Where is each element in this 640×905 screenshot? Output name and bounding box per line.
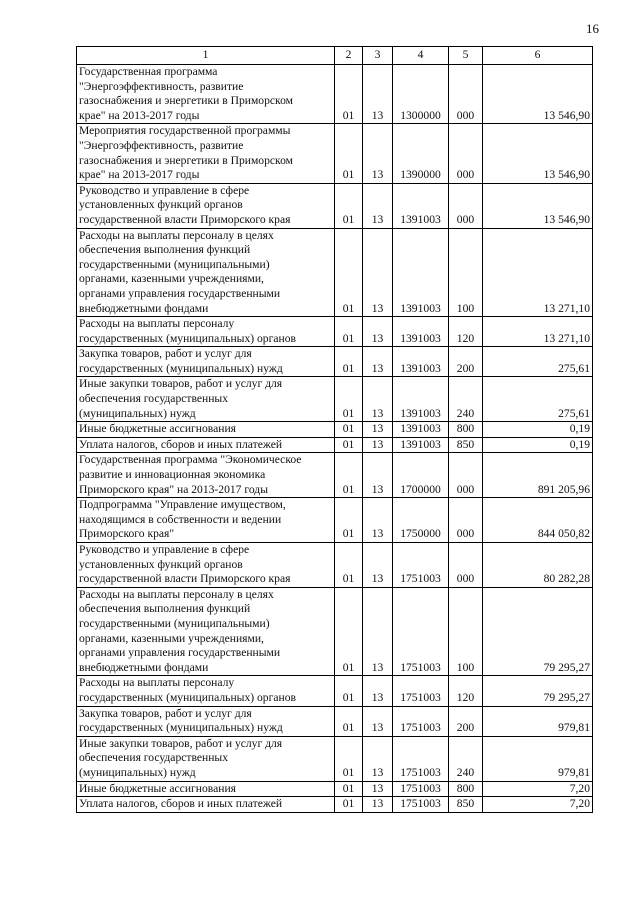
table-row xyxy=(77,543,593,588)
cell-c4: 1751003 xyxy=(393,797,449,813)
cell-c3: 13 xyxy=(363,706,393,736)
cell-c5: 800 xyxy=(449,422,483,438)
cell-c4: 1391003 xyxy=(393,422,449,438)
table-row xyxy=(77,706,593,736)
cell-c3: 13 xyxy=(363,347,393,377)
table-row xyxy=(77,498,593,543)
cell-c2: 01 xyxy=(335,377,363,422)
cell-c2: 01 xyxy=(335,676,363,706)
cell-c6: 79 295,27 xyxy=(483,587,593,676)
cell-c5: 000 xyxy=(449,453,483,498)
cell-name: Расходы на выплаты персоналу в целях обеспечения выполнения функций государственными (муниципальными) органами, казенными учреждениями, органами управления государственными внебюджетными фондами xyxy=(77,228,335,317)
cell-c2: 01 xyxy=(335,437,363,453)
table-row xyxy=(77,453,593,498)
cell-name: Расходы на выплаты персоналу государственных (муниципальных) органов xyxy=(77,676,335,706)
header-col-1: 1 xyxy=(77,47,335,65)
cell-c6: 844 050,82 xyxy=(483,498,593,543)
cell-name: Иные закупки товаров, работ и услуг для обеспечения государственных (муниципальных) нужд xyxy=(77,377,335,422)
cell-name: Государственная программа "Экономическое развитие и инновационная экономика Приморского края" на 2013-2017 годы xyxy=(77,453,335,498)
cell-name: Руководство и управление в сфере установленных функций органов государственной власти Приморского края xyxy=(77,183,335,228)
table-row xyxy=(77,317,593,347)
cell-c6: 13 546,90 xyxy=(483,183,593,228)
cell-c4: 1391003 xyxy=(393,183,449,228)
cell-c2: 01 xyxy=(335,422,363,438)
header-col-2: 2 xyxy=(335,47,363,65)
cell-c5: 200 xyxy=(449,706,483,736)
cell-c4: 1391003 xyxy=(393,317,449,347)
cell-c3: 13 xyxy=(363,377,393,422)
cell-c2: 01 xyxy=(335,453,363,498)
cell-c5: 850 xyxy=(449,797,483,813)
cell-name: Государственная программа "Энергоэффективность, развитие газоснабжения и энергетики в Приморском крае" на 2013-2017 годы xyxy=(77,65,335,124)
cell-c6: 979,81 xyxy=(483,736,593,781)
cell-c4: 1751003 xyxy=(393,587,449,676)
cell-c5: 240 xyxy=(449,736,483,781)
cell-c5: 240 xyxy=(449,377,483,422)
cell-name: Иные бюджетные ассигнования xyxy=(77,422,335,438)
cell-c4: 1391003 xyxy=(393,377,449,422)
cell-c3: 13 xyxy=(363,65,393,124)
cell-c2: 01 xyxy=(335,228,363,317)
cell-c4: 1300000 xyxy=(393,65,449,124)
cell-c4: 1390000 xyxy=(393,124,449,183)
cell-c6: 79 295,27 xyxy=(483,676,593,706)
cell-c2: 01 xyxy=(335,124,363,183)
cell-c5: 850 xyxy=(449,437,483,453)
table-row xyxy=(77,736,593,781)
cell-c6: 0,19 xyxy=(483,437,593,453)
table-row xyxy=(77,781,593,797)
table-row xyxy=(77,437,593,453)
table-row xyxy=(77,347,593,377)
cell-c3: 13 xyxy=(363,124,393,183)
header-col-6: 6 xyxy=(483,47,593,65)
cell-c5: 100 xyxy=(449,587,483,676)
cell-c6: 7,20 xyxy=(483,781,593,797)
cell-c3: 13 xyxy=(363,781,393,797)
cell-c2: 01 xyxy=(335,706,363,736)
cell-c5: 000 xyxy=(449,498,483,543)
cell-c5: 120 xyxy=(449,676,483,706)
cell-c6: 275,61 xyxy=(483,347,593,377)
cell-c2: 01 xyxy=(335,183,363,228)
cell-name: Расходы на выплаты персоналу государственных (муниципальных) органов xyxy=(77,317,335,347)
cell-c2: 01 xyxy=(335,797,363,813)
cell-c5: 000 xyxy=(449,183,483,228)
table-row xyxy=(77,676,593,706)
cell-c2: 01 xyxy=(335,587,363,676)
cell-c6: 891 205,96 xyxy=(483,453,593,498)
cell-c3: 13 xyxy=(363,736,393,781)
table-row xyxy=(77,797,593,813)
cell-c6: 979,81 xyxy=(483,706,593,736)
cell-c6: 0,19 xyxy=(483,422,593,438)
cell-c6: 7,20 xyxy=(483,797,593,813)
cell-c5: 200 xyxy=(449,347,483,377)
cell-c3: 13 xyxy=(363,228,393,317)
cell-name: Закупка товаров, работ и услуг для государственных (муниципальных) нужд xyxy=(77,347,335,377)
header-col-5: 5 xyxy=(449,47,483,65)
cell-c4: 1751003 xyxy=(393,736,449,781)
cell-name: Закупка товаров, работ и услуг для государственных (муниципальных) нужд xyxy=(77,706,335,736)
cell-c4: 1751003 xyxy=(393,781,449,797)
budget-table xyxy=(76,46,593,813)
table-row xyxy=(77,183,593,228)
cell-c2: 01 xyxy=(335,317,363,347)
cell-c4: 1751003 xyxy=(393,543,449,588)
cell-name: Иные бюджетные ассигнования xyxy=(77,781,335,797)
cell-c4: 1391003 xyxy=(393,347,449,377)
cell-c6: 13 271,10 xyxy=(483,317,593,347)
cell-c4: 1391003 xyxy=(393,228,449,317)
cell-name: Иные закупки товаров, работ и услуг для обеспечения государственных (муниципальных) нужд xyxy=(77,736,335,781)
cell-c3: 13 xyxy=(363,317,393,347)
cell-c6: 80 282,28 xyxy=(483,543,593,588)
cell-c5: 000 xyxy=(449,65,483,124)
table-row xyxy=(77,65,593,124)
page-number: 16 xyxy=(586,21,599,36)
cell-name: Уплата налогов, сборов и иных платежей xyxy=(77,797,335,813)
cell-c2: 01 xyxy=(335,498,363,543)
cell-c4: 1750000 xyxy=(393,498,449,543)
cell-c6: 13 546,90 xyxy=(483,124,593,183)
table-row xyxy=(77,422,593,438)
cell-c5: 100 xyxy=(449,228,483,317)
cell-c2: 01 xyxy=(335,543,363,588)
cell-c3: 13 xyxy=(363,797,393,813)
table-row xyxy=(77,377,593,422)
table-row xyxy=(77,228,593,317)
cell-c4: 1751003 xyxy=(393,706,449,736)
cell-c2: 01 xyxy=(335,781,363,797)
cell-c5: 120 xyxy=(449,317,483,347)
cell-c4: 1391003 xyxy=(393,437,449,453)
cell-name: Подпрограмма "Управление имуществом, находящимся в собственности и ведении Приморского края" xyxy=(77,498,335,543)
cell-c6: 275,61 xyxy=(483,377,593,422)
cell-c6: 13 546,90 xyxy=(483,65,593,124)
cell-c4: 1700000 xyxy=(393,453,449,498)
cell-c3: 13 xyxy=(363,676,393,706)
cell-c5: 000 xyxy=(449,543,483,588)
cell-c5: 000 xyxy=(449,124,483,183)
header-col-3: 3 xyxy=(363,47,393,65)
cell-c2: 01 xyxy=(335,736,363,781)
cell-c3: 13 xyxy=(363,498,393,543)
cell-name: Руководство и управление в сфере установленных функций органов государственной власти Приморского края xyxy=(77,543,335,588)
cell-name: Уплата налогов, сборов и иных платежей xyxy=(77,437,335,453)
table-row xyxy=(77,124,593,183)
header-row xyxy=(77,47,593,65)
cell-c5: 800 xyxy=(449,781,483,797)
cell-c3: 13 xyxy=(363,587,393,676)
cell-c2: 01 xyxy=(335,347,363,377)
cell-c6: 13 271,10 xyxy=(483,228,593,317)
cell-name: Мероприятия государственной программы "Энергоэффективность, развитие газоснабжения и энергетики в Приморском крае" на 2013-2017 годы xyxy=(77,124,335,183)
cell-c2: 01 xyxy=(335,65,363,124)
cell-c3: 13 xyxy=(363,422,393,438)
cell-c4: 1751003 xyxy=(393,676,449,706)
cell-c3: 13 xyxy=(363,543,393,588)
cell-c3: 13 xyxy=(363,183,393,228)
header-col-4: 4 xyxy=(393,47,449,65)
table-row xyxy=(77,587,593,676)
cell-name: Расходы на выплаты персоналу в целях обеспечения выполнения функций государственными (муниципальными) органами, казенными учреждениями, органами управления государственными внебюджетными фондами xyxy=(77,587,335,676)
cell-c3: 13 xyxy=(363,437,393,453)
cell-c3: 13 xyxy=(363,453,393,498)
